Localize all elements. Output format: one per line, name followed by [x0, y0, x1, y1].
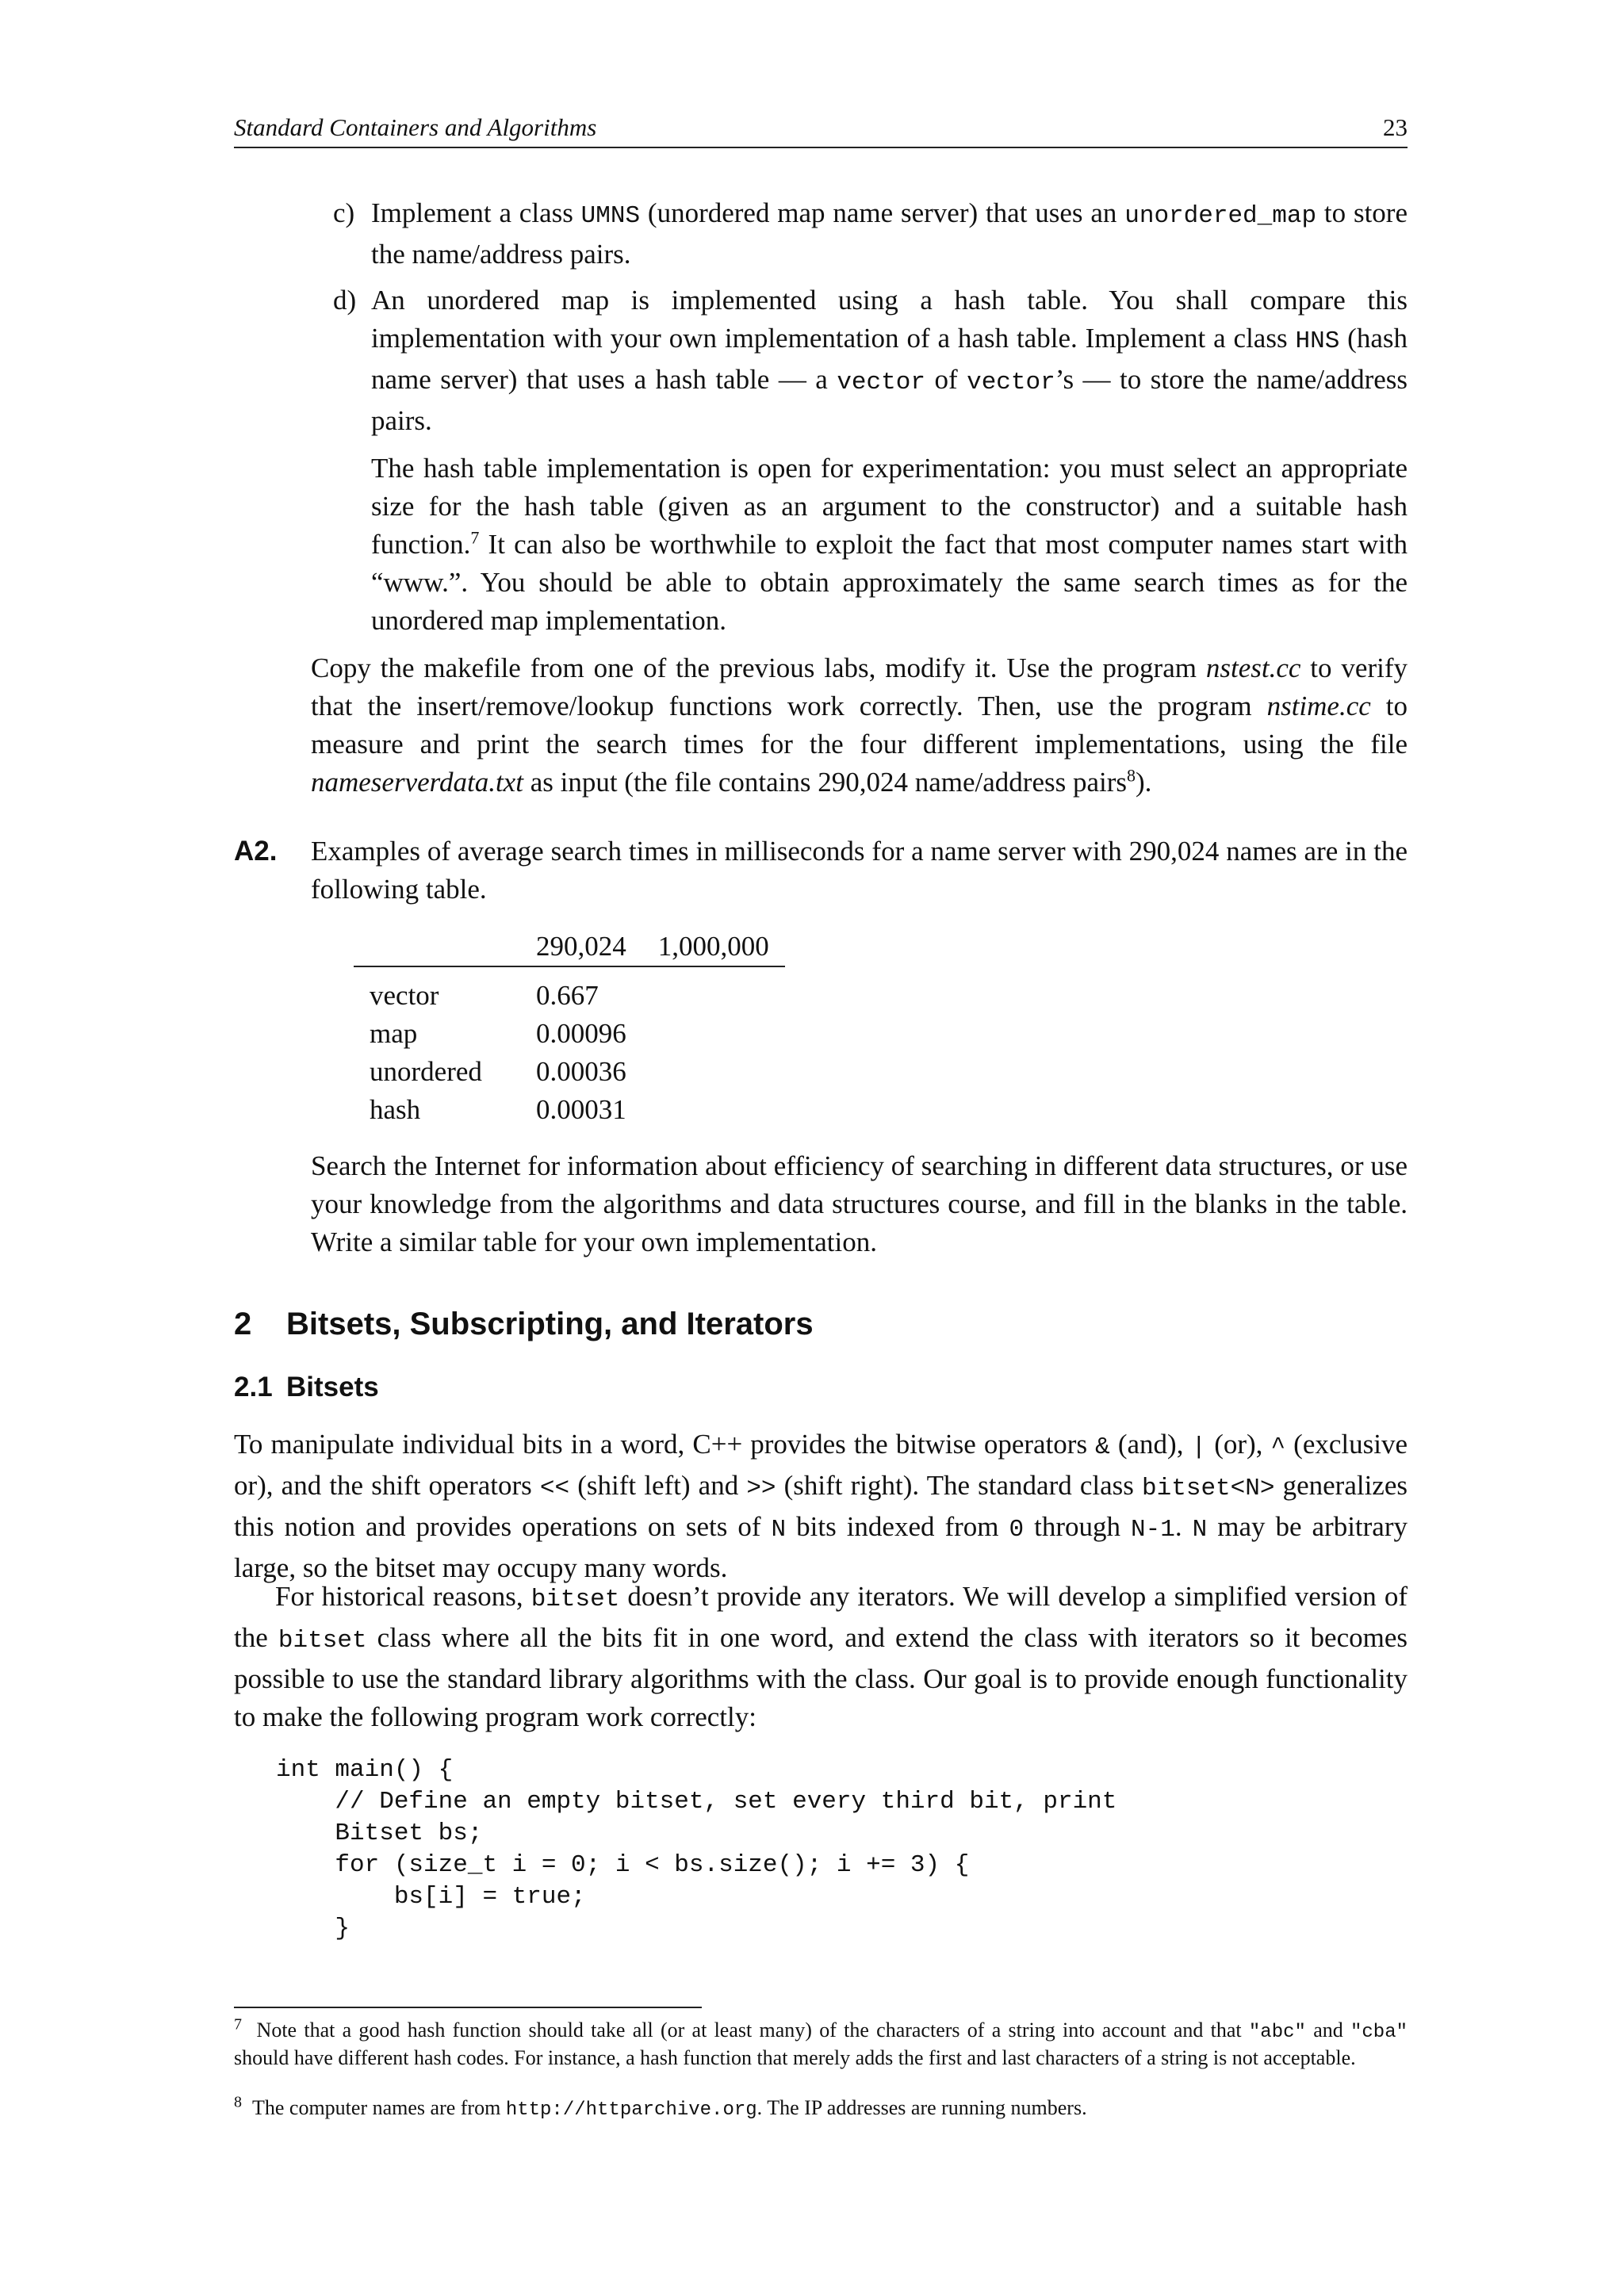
- table-header-cell: 1,000,000: [642, 928, 785, 966]
- section-number: 2: [234, 1307, 252, 1341]
- table-cell: [642, 1091, 785, 1129]
- table-row: [354, 966, 785, 1015]
- file-name: nstime.cc: [1266, 691, 1371, 721]
- code-term: HNS: [1295, 327, 1340, 355]
- table-cell: 0.667: [536, 980, 599, 1011]
- code-term: UMNS: [580, 202, 641, 230]
- table-cell: vector: [370, 980, 439, 1011]
- page-number: 23: [1383, 113, 1408, 141]
- footnote-7: $^7$ Note that a good hash function should take all (or at least many) of the characters of a string into account and that "abc" and "cba" should have different hash codes. For instance, a hash function that merely adds the first and last characters of a string is not acceptable.: [234, 2015, 1408, 2069]
- search-times-table: [354, 928, 785, 1129]
- table-row: [354, 1053, 785, 1091]
- table-header-cell: [354, 928, 520, 966]
- section-title: Bitsets, Subscripting, and Iterators: [286, 1307, 814, 1341]
- list-item-label: c): [333, 197, 355, 228]
- instructions-paragraph: Copy the makefile from one of the previous labs, modify it. Use the program nstest.cc to verify that the insert/remove/lookup functions work correctly. Then, use the program nstime.cc to measure and print the search times for the four different implementations, using the file nameserverdata.txt as input (the file contains 290,024 name/address pairs$^8$).: [311, 652, 1408, 798]
- footnote-ref-7[interactable]: 7: [470, 527, 480, 548]
- a2-followup: Search the Internet for information about efficiency of searching in different data structures, or use your knowledge from the algorithms and data structures course, and fill in the blanks in the table. Write a similar table for your own implementation.: [311, 1150, 1408, 1257]
- list-item-text: An unordered map is implemented using a hash table. You shall compare this implementation with your own implementation of a hash table. Implement a class HNS (hash name server) that uses a hash table — a vector of vector’s — to store the name/address pairs. The hash table implementation is open for experimentation: you must select an appropriate size for the hash table (given as an argument to the constructor) and a suitable hash function.$^7$ It can also be worthwhile to exploit the fact that most computer names start with “www.”. You should be able to obtain approximately the same search times as for the unordered map implementation.: [371, 281, 1408, 640]
- table-cell: 0.00036: [536, 1056, 626, 1087]
- code-term: vector: [837, 369, 925, 396]
- table-cell: [642, 1015, 785, 1053]
- table-header-cell: 290,024: [520, 928, 642, 966]
- list-item-text: Implement a class UMNS (unordered map name server) that uses an unordered_map to store the name/address pairs.: [371, 197, 1408, 270]
- code-term: unordered_map: [1124, 202, 1317, 230]
- footnote-mark: 8: [234, 2093, 242, 2111]
- footnote-mark: 7: [234, 2015, 242, 2034]
- table-cell: map: [370, 1018, 418, 1049]
- code-listing: int main() { // Define an empty bitset, set every third bit, print Bitset bs; for (size_t i = 0; i < bs.size(); i += 3) { bs[i] = true; }: [276, 1756, 1117, 1942]
- table-cell: [642, 966, 785, 1015]
- table-cell: [642, 1053, 785, 1091]
- assignment-label-a2: A2.: [234, 836, 278, 867]
- table-cell: 0.00096: [536, 1018, 626, 1049]
- subsection-title: Bitsets: [286, 1372, 379, 1402]
- footnote-rule: [234, 2007, 702, 2008]
- table-cell: unordered: [370, 1056, 482, 1087]
- table-row: [354, 1091, 785, 1129]
- table-cell: 0.00031: [536, 1094, 626, 1125]
- footnote-ref-8[interactable]: 8: [1127, 765, 1136, 786]
- running-header-title: Standard Containers and Algorithms: [234, 113, 597, 141]
- list-item-label: d): [333, 285, 357, 316]
- table-row: [354, 1015, 785, 1053]
- hash-table-paragraph: The hash table implementation is open for experimentation: you must select an appropriate size for the hash table (given as an argument to the constructor) and a suitable hash function.$^7$ It can also be worthwhile to exploit the fact that most computer names start with “www.”. You should be able to obtain approximately the same search times as for the unordered map implementation.: [371, 453, 1408, 636]
- a2-intro: Examples of average search times in milliseconds for a name server with 290,024 names are in the following table.: [311, 836, 1408, 905]
- table-header-row: [354, 928, 785, 966]
- file-name: nstest.cc: [1205, 652, 1301, 683]
- code-term: vector: [967, 369, 1055, 396]
- running-header: [234, 109, 1408, 148]
- file-name: nameserverdata.txt: [311, 767, 523, 798]
- section-heading: [234, 1305, 814, 1343]
- table-cell: hash: [370, 1094, 421, 1125]
- bitsets-paragraph-1: To manipulate individual bits in a word, C++ provides the bitwise operators & (and), | (or), ^ (exclusive or), and the shift operators << (shift left) and >> (shift right). The standard class bitset<N> generalizes this notion and provides operations on sets of N bits indexed from 0 through N-1. N may be arbitrary large, so the bitset may occupy many words.: [234, 1429, 1408, 1583]
- subsection-number: 2.1: [234, 1372, 273, 1402]
- bitsets-paragraph-2: For historical reasons, bitset doesn’t provide any iterators. We will develop a simplified version of the bitset class where all the bits fit in one word, and extend the class with iterators so it becomes possible to use the standard library algorithms with the class. Our goal is to provide enough functionality to make the following program work correctly:: [234, 1581, 1408, 1732]
- subsection-heading: [234, 1368, 379, 1406]
- url-link[interactable]: http://httparchive.org: [505, 2099, 757, 2121]
- footnote-8: $^8$ The computer names are from http://httparchive.org. The IP addresses are running numbers.: [234, 2093, 1087, 2121]
